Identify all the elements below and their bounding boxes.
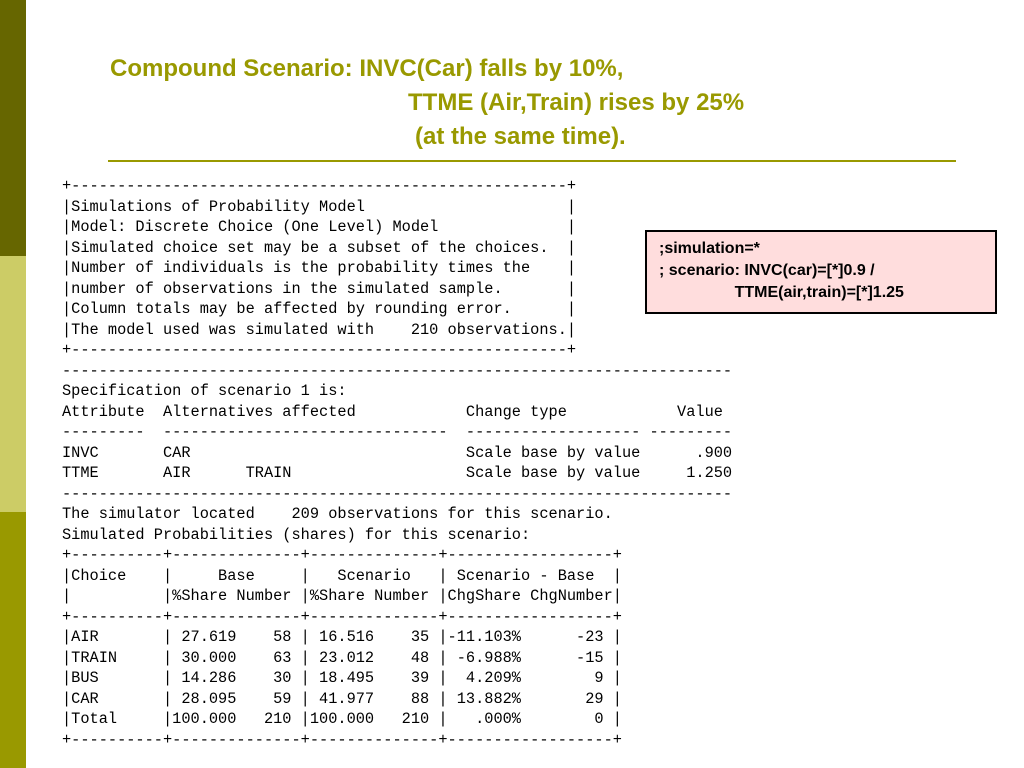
simulation-output [62, 176, 732, 750]
sidebar-segment-dark [0, 0, 26, 256]
output-line: +----------+--------------+--------------+------------------+ [62, 730, 622, 749]
output-line: +------------------------------------------------------+ [62, 341, 577, 359]
output-line: |TRAIN | 30.000 63 | 23.012 48 | -6.988% -15 | [62, 648, 622, 667]
output-line: --------- ------------------------------- ------------------- --------- [62, 423, 733, 441]
output-line: |Column totals may be affected by rounding error. | [62, 300, 577, 318]
output-line: Simulated Probabilities (shares) for this scenario: [62, 525, 531, 544]
output-line: The simulator located 209 observations for this scenario. [62, 505, 613, 523]
note-line-3: TTME(air,train)=[*]1.25 [659, 284, 904, 301]
title-divider [108, 160, 956, 162]
output-line: |AIR | 27.619 58 | 16.516 35 |-11.103% -23 | [62, 628, 622, 646]
sidebar-color-bar [0, 0, 26, 768]
output-line: Attribute Alternatives affected Change type Value [62, 402, 723, 421]
title-line-3: (at the same time). [415, 123, 626, 150]
output-line: Specification of scenario 1 is: [62, 382, 347, 400]
output-line: |Simulations of Probability Model | [62, 197, 577, 216]
output-line: | |%Share Number |%Share Number |ChgShare ChgNumber| [62, 587, 622, 605]
output-line: |The model used was simulated with 210 observations.| [62, 320, 577, 339]
output-line: |BUS | 14.286 30 | 18.495 39 | 4.209% 9 | [62, 669, 622, 687]
output-line: +----------+--------------+--------------+------------------+ [62, 546, 622, 564]
sidebar-segment-olive [0, 512, 26, 768]
output-line: +------------------------------------------------------+ [62, 177, 577, 195]
output-line: |Model: Discrete Choice (One Level) Model | [62, 218, 577, 236]
sidebar-segment-light [0, 256, 26, 512]
output-line: |Total |100.000 210 |100.000 210 | .000% 0 | [62, 710, 622, 728]
output-line: ------------------------------------------------------------------------- [62, 484, 733, 503]
command-note-box [645, 230, 997, 314]
note-line-2: ; scenario: INVC(car)=[*]0.9 / [659, 262, 875, 279]
title-line-1: Compound Scenario: INVC(Car) falls by 10%, [110, 55, 624, 82]
output-line: |Number of individuals is the probability times the | [62, 259, 577, 277]
note-line-1: ;simulation=* [659, 240, 760, 257]
output-line: |number of observations in the simulated sample. | [62, 279, 577, 298]
output-line: |Choice | Base | Scenario | Scenario - Base | [62, 566, 622, 585]
output-line: TTME AIR TRAIN Scale base by value 1.250 [62, 464, 733, 482]
output-line: INVC CAR Scale base by value .900 [62, 443, 733, 462]
output-line: ------------------------------------------------------------------------- [62, 361, 733, 380]
slide-title [110, 52, 990, 154]
output-line: |Simulated choice set may be a subset of the choices. | [62, 238, 577, 257]
title-line-2: TTME (Air,Train) rises by 25% [408, 89, 745, 116]
output-line: +----------+--------------+--------------+------------------+ [62, 607, 622, 626]
output-line: |CAR | 28.095 59 | 41.977 88 | 13.882% 29 | [62, 689, 622, 708]
